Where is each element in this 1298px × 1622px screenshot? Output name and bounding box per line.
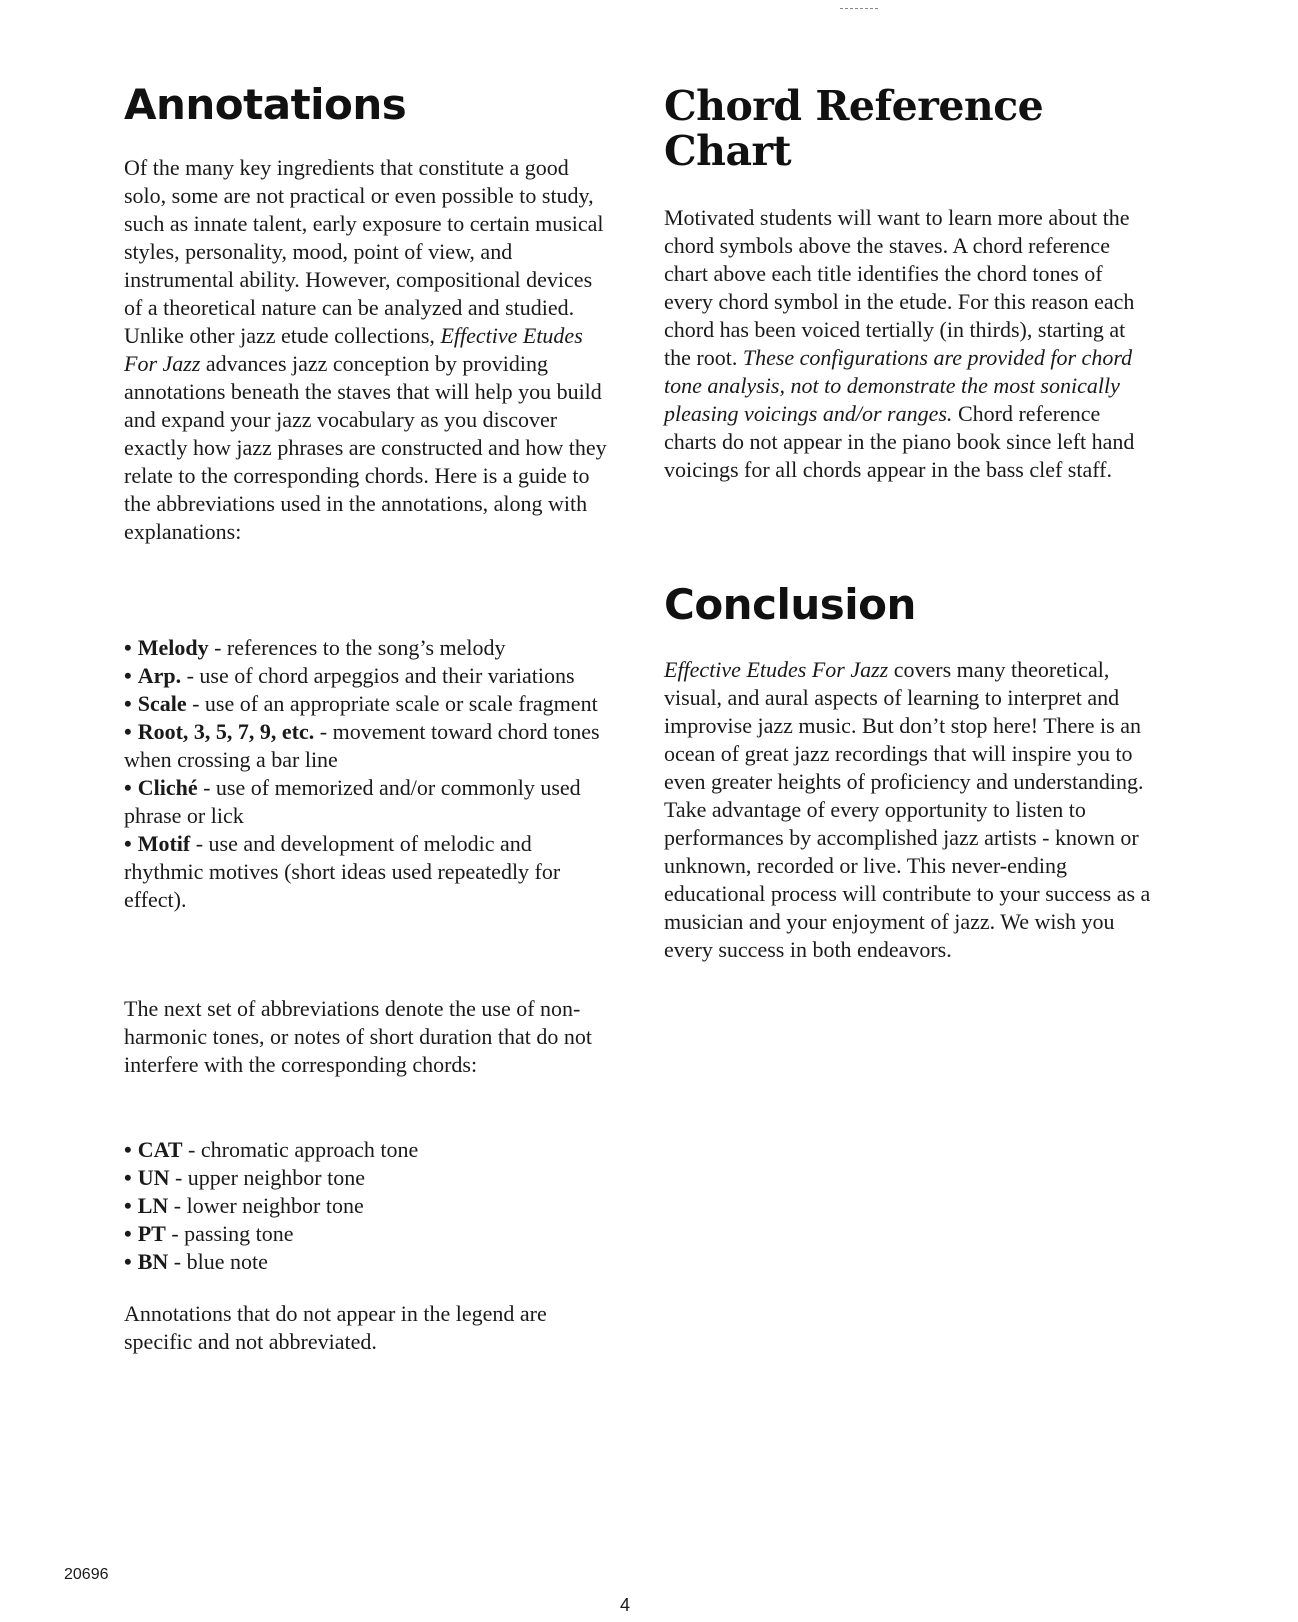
conclusion-body: covers many theoretical, visual, and aural aspects of learning to interpret and improvise jazz music. But don’t stop here! There is an ocean of great jazz recordings that will inspire you to even greater heights of proficiency and understanding. Take advantage of every opportunity to listen to performances by accomplished jazz artists - known or unknown, recorded or live. This never-ending educational process will contribute to your success as a musician and your enjoyment of jazz. We wish you every success in both endeavors.: [664, 657, 1151, 962]
chord-reference-heading: [664, 84, 1043, 174]
annotations-heading: Annotations: [124, 80, 407, 129]
nonharmonic-term: UN: [137, 1165, 170, 1190]
nonharmonic-item: [124, 1248, 594, 1276]
legend-desc: - movement toward chord tones when crossing a bar line: [124, 719, 600, 772]
conclusion-text: [664, 656, 1154, 964]
bullet-icon: •: [124, 1193, 132, 1218]
intro-book-title: Effective Etudes For Jazz: [124, 323, 583, 376]
nonharmonic-desc: - passing tone: [165, 1221, 294, 1246]
legend-item: [124, 662, 614, 690]
conclusion-book-title: Effective Etudes For Jazz: [664, 657, 889, 682]
nonharmonic-term: CAT: [137, 1137, 183, 1162]
legend-desc: - use and development of melodic and rhythmic motives (short ideas used repeatedly for effect).: [124, 831, 561, 912]
legend-item: [124, 774, 614, 830]
nonharmonic-desc: - chromatic approach tone: [182, 1137, 419, 1162]
bullet-icon: •: [124, 1137, 132, 1162]
legend-term: Melody: [137, 635, 209, 660]
legend-term: Cliché: [137, 775, 198, 800]
legend-term: Scale: [137, 691, 187, 716]
nonharmonic-item: [124, 1220, 594, 1248]
legend-term: Root, 3, 5, 7, 9, etc.: [137, 719, 315, 744]
catalog-code: 20696: [64, 1566, 109, 1583]
nonharmonic-desc: - upper neighbor tone: [169, 1165, 365, 1190]
legend-item: [124, 718, 614, 774]
scan-mark: [840, 8, 878, 15]
page-number: 4: [620, 1595, 631, 1615]
nonharmonic-term: LN: [137, 1193, 169, 1218]
bullet-icon: •: [124, 719, 132, 744]
chord-text-b: Chord reference charts do not appear in the piano book since left hand voicings for all chords appear in the bass clef staff.: [664, 401, 1135, 482]
bullet-icon: •: [124, 775, 132, 800]
legend-item: [124, 634, 614, 662]
bullet-icon: •: [124, 1165, 132, 1190]
legend-desc: - use of an appropriate scale or scale fragment: [186, 691, 598, 716]
legend-list: [124, 634, 614, 914]
bullet-icon: •: [124, 1221, 132, 1246]
intro-text-a: Of the many key ingredients that constitute a good solo, some are not practical or even possible to study, such as innate talent, early exposure to certain musical styles, personality, mood, point of view, and instrumental ability. However, compositional devices of a theoretical nature can be analyzed and studied. Unlike other jazz etude collections,: [124, 155, 604, 348]
legend-desc: - use of chord arpeggios and their variations: [181, 663, 575, 688]
legend-term: Motif: [137, 831, 191, 856]
conclusion-heading: Conclusion: [664, 580, 916, 629]
legend-item: [124, 690, 614, 718]
nonharmonic-term: PT: [137, 1221, 166, 1246]
bullet-icon: •: [124, 831, 132, 856]
nonharmonic-item: [124, 1164, 594, 1192]
chord-text-a: Motivated students will want to learn more about the chord symbols above the staves. A chord reference chart above each title identifies the chord tones of every chord symbol in the etude. For this reason each chord has been voiced tertially (in thirds), starting at the root.: [664, 205, 1135, 370]
nonharmonic-list: [124, 1136, 594, 1276]
legend-desc: - references to the song’s melody: [208, 635, 506, 660]
bullet-icon: •: [124, 691, 132, 716]
intro-text-b: advances jazz conception by providing annotations beneath the staves that will help you build and expand your jazz vocabulary as you discover exactly how jazz phrases are constructed and how they relate to the corresponding chords. Here is a guide to the abbreviations used in the annotations, along with explanations:: [124, 351, 607, 544]
chord-heading-line1: Chord Reference: [664, 82, 1044, 130]
chord-text-italic: These configurations are provided for chord tone analysis, not to demonstrate the most sonically pleasing voicings and/or ranges.: [664, 345, 1133, 426]
nonharmonic-intro: The next set of abbreviations denote the use of non-harmonic tones, or notes of short duration that do not interfere with the corresponding chords:: [124, 996, 593, 1077]
bullet-icon: •: [124, 663, 132, 688]
chord-heading-line2: Chart: [664, 127, 792, 175]
annotations-intro: [124, 154, 614, 546]
bullet-icon: •: [124, 1249, 132, 1274]
nonharmonic-desc: - blue note: [168, 1249, 268, 1274]
legend-desc: - use of memorized and/or commonly used phrase or lick: [124, 775, 581, 828]
chord-reference-text: [664, 204, 1154, 484]
nonharmonic-item: [124, 1136, 594, 1164]
legend-item: [124, 830, 614, 914]
legend-term: Arp.: [137, 663, 182, 688]
bullet-icon: •: [124, 635, 132, 660]
nonharmonic-item: [124, 1192, 594, 1220]
nonharmonic-desc: - lower neighbor tone: [168, 1193, 364, 1218]
annotations-closing: Annotations that do not appear in the legend are specific and not abbreviated.: [124, 1301, 547, 1354]
nonharmonic-term: BN: [137, 1249, 169, 1274]
